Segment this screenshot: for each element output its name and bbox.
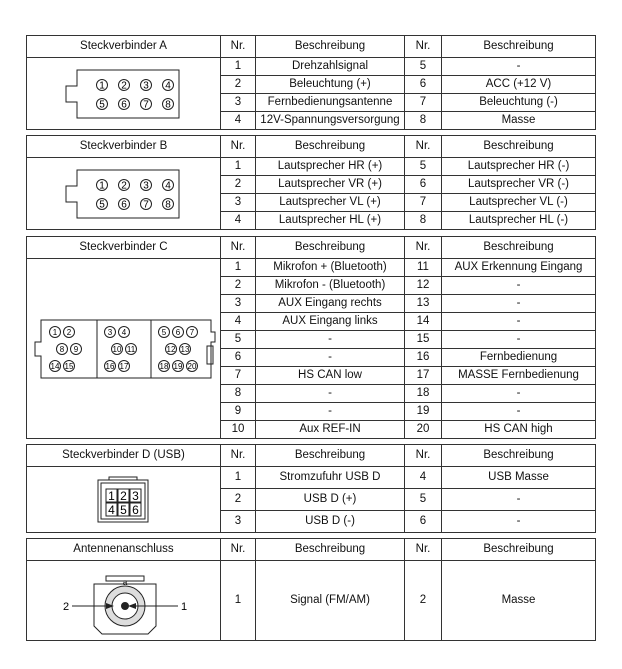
- nr-header: Nr.: [221, 136, 256, 158]
- nr-header: Nr.: [405, 445, 442, 467]
- pin-number: 7: [405, 94, 442, 112]
- pin-number: 8: [405, 212, 442, 230]
- pin-number: 15: [405, 331, 442, 349]
- pin-label: 20: [187, 361, 196, 371]
- pin-number: 5: [221, 331, 256, 349]
- pin-label: 11: [126, 344, 135, 354]
- pin-label: 6: [120, 99, 127, 110]
- pin-number: 5: [405, 58, 442, 76]
- pin-number: 9: [221, 403, 256, 421]
- pin-number: 1: [221, 58, 256, 76]
- pin-label: 8: [164, 99, 171, 110]
- pin-description: -: [442, 58, 596, 76]
- connector-a-diagram: [27, 58, 221, 130]
- connector-title: Steckverbinder B: [27, 136, 221, 158]
- pin-number: 13: [405, 295, 442, 313]
- pin-number: 1: [221, 561, 256, 641]
- pin-number: 4: [221, 313, 256, 331]
- pin-description: Lautsprecher HL (+): [256, 212, 405, 230]
- pin-description: -: [442, 295, 596, 313]
- pin-description: AUX Eingang links: [256, 313, 405, 331]
- pin-number: 1: [221, 467, 256, 489]
- nr-header: Nr.: [405, 36, 442, 58]
- pin-label: 16: [105, 361, 114, 371]
- connector-title: Antennenanschluss: [27, 539, 221, 561]
- pin-description: Lautsprecher VL (-): [442, 194, 596, 212]
- description-header: Beschreibung: [442, 445, 596, 467]
- pin-label: 2: [119, 488, 127, 503]
- pin-description: -: [442, 403, 596, 421]
- pin-label: 7: [142, 99, 149, 110]
- pin-description: Lautsprecher HL (-): [442, 212, 596, 230]
- nr-header: Nr.: [221, 445, 256, 467]
- pin-description: Lautsprecher HR (+): [256, 158, 405, 176]
- pin-number: 12: [405, 277, 442, 295]
- pin-description: USB D (+): [256, 489, 405, 511]
- pin-description: -: [442, 489, 596, 511]
- pin-number: 3: [221, 94, 256, 112]
- pin-layout: [96, 179, 173, 210]
- pin-description: MASSE Fernbedienung: [442, 367, 596, 385]
- pin-label: 18: [159, 361, 168, 371]
- pin-description: -: [256, 331, 405, 349]
- pin-number: 16: [405, 349, 442, 367]
- pin-description: -: [256, 403, 405, 421]
- pin-description: Signal (FM/AM): [256, 561, 405, 641]
- pin-label: 4: [164, 180, 171, 191]
- description-header: Beschreibung: [256, 539, 405, 561]
- pin-description: -: [442, 385, 596, 403]
- pin-number: 19: [405, 403, 442, 421]
- pin-number: 6: [405, 511, 442, 533]
- pin-label: 2: [120, 80, 127, 91]
- pin-number: 6: [221, 349, 256, 367]
- pin-number: 17: [405, 367, 442, 385]
- description-header: Beschreibung: [442, 136, 596, 158]
- pin-label: 3: [107, 327, 112, 337]
- pin-label: 4: [164, 80, 171, 91]
- pin-number: 8: [405, 112, 442, 130]
- pin-description: -: [256, 385, 405, 403]
- pin-label: 4: [107, 502, 115, 517]
- pin-label: 2: [62, 600, 69, 613]
- pin-description: Beleuchtung (+): [256, 76, 405, 94]
- pin-description: Beleuchtung (-): [442, 94, 596, 112]
- pin-number: 14: [405, 313, 442, 331]
- pin-number: 4: [221, 112, 256, 130]
- pin-description: -: [442, 331, 596, 349]
- pin-number: 3: [221, 295, 256, 313]
- pin-layout: [96, 79, 173, 110]
- pin-description: 12V-Spannungsversorgung: [256, 112, 405, 130]
- pin-number: 2: [405, 561, 442, 641]
- connector-title: Steckverbinder A: [27, 36, 221, 58]
- pin-label: 10: [112, 344, 121, 354]
- pin-number: 3: [221, 194, 256, 212]
- pin-number: 4: [221, 212, 256, 230]
- pin-description: Stromzufuhr USB D: [256, 467, 405, 489]
- pin-number: 11: [405, 259, 442, 277]
- pin-label: a: [122, 577, 127, 587]
- pin-label: 14: [50, 361, 59, 371]
- pin-label: 6: [131, 502, 139, 517]
- pin-label: 8: [164, 199, 171, 210]
- connector-b-diagram: [27, 158, 221, 230]
- pin-number: 6: [405, 76, 442, 94]
- pin-description: Drehzahlsignal: [256, 58, 405, 76]
- pin-label: 3: [131, 488, 139, 503]
- pin-number: 5: [405, 489, 442, 511]
- pin-label: 1: [107, 488, 115, 503]
- pin-description: AUX Eingang rechts: [256, 295, 405, 313]
- pin-description: Fernbedienung: [442, 349, 596, 367]
- pin-layout: [49, 326, 197, 371]
- pin-label: 5: [98, 199, 105, 210]
- pin-description: -: [256, 349, 405, 367]
- pin-label: 7: [189, 327, 194, 337]
- pin-description: -: [442, 511, 596, 533]
- pin-label: 19: [173, 361, 182, 371]
- pin-description: -: [442, 313, 596, 331]
- pin-number: 7: [405, 194, 442, 212]
- pin-description: HS CAN low: [256, 367, 405, 385]
- pin-label: 5: [98, 99, 105, 110]
- pin-label: 15: [64, 361, 73, 371]
- pin-description: Mikrofon + (Bluetooth): [256, 259, 405, 277]
- pin-number: 1: [221, 158, 256, 176]
- pin-number: 8: [221, 385, 256, 403]
- connector-title: Steckverbinder C: [27, 237, 221, 259]
- connector-c-table: [26, 236, 596, 439]
- connector-b-table: [26, 135, 596, 230]
- pin-label: 1: [52, 327, 57, 337]
- pin-number: 10: [221, 421, 256, 439]
- pin-description: Masse: [442, 561, 596, 641]
- connector-title: Steckverbinder D (USB): [27, 445, 221, 467]
- pin-label: 17: [119, 361, 128, 371]
- description-header: Beschreibung: [442, 237, 596, 259]
- description-header: Beschreibung: [442, 36, 596, 58]
- pin-label: 6: [175, 327, 180, 337]
- pin-number: 5: [405, 158, 442, 176]
- connector-c-diagram: [27, 259, 221, 439]
- description-header: Beschreibung: [256, 237, 405, 259]
- pin-number: 2: [221, 76, 256, 94]
- description-header: Beschreibung: [256, 445, 405, 467]
- description-header: Beschreibung: [442, 539, 596, 561]
- pin-number: 18: [405, 385, 442, 403]
- nr-header: Nr.: [405, 539, 442, 561]
- nr-header: Nr.: [221, 539, 256, 561]
- pin-description: Lautsprecher VL (+): [256, 194, 405, 212]
- pin-description: Masse: [442, 112, 596, 130]
- pin-number: 7: [221, 367, 256, 385]
- connector-d-table: [26, 444, 596, 533]
- pin-label: 9: [73, 344, 78, 354]
- pin-description: USB Masse: [442, 467, 596, 489]
- description-header: Beschreibung: [256, 136, 405, 158]
- nr-header: Nr.: [221, 36, 256, 58]
- pin-number: 3: [221, 511, 256, 533]
- pin-label: 12: [166, 344, 175, 354]
- pin-label: 1: [98, 80, 105, 91]
- pin-description: Aux REF-IN: [256, 421, 405, 439]
- pin-label: 5: [161, 327, 166, 337]
- pin-description: ACC (+12 V): [442, 76, 596, 94]
- pin-description: -: [442, 277, 596, 295]
- pin-label: 6: [120, 199, 127, 210]
- pin-label: 8: [59, 344, 64, 354]
- pin-layout: [106, 489, 141, 517]
- nr-header: Nr.: [405, 237, 442, 259]
- pin-label: 7: [142, 199, 149, 210]
- pin-label: 3: [142, 80, 149, 91]
- pin-description: Mikrofon - (Bluetooth): [256, 277, 405, 295]
- pin-number: 2: [221, 176, 256, 194]
- pin-label: 13: [180, 344, 189, 354]
- pin-number: 4: [405, 467, 442, 489]
- pin-label: 2: [66, 327, 71, 337]
- pin-label: 3: [142, 180, 149, 191]
- pin-number: 2: [221, 277, 256, 295]
- pin-label: 4: [121, 327, 126, 337]
- pin-label: 1: [180, 600, 187, 613]
- pin-number: 20: [405, 421, 442, 439]
- connector-d-diagram: [27, 467, 221, 533]
- antenna-table: [26, 538, 596, 641]
- pin-description: HS CAN high: [442, 421, 596, 439]
- pin-label: 5: [119, 502, 127, 517]
- pin-description: Lautsprecher HR (-): [442, 158, 596, 176]
- pin-description: USB D (-): [256, 511, 405, 533]
- antenna-diagram: [27, 561, 221, 641]
- pin-number: 6: [405, 176, 442, 194]
- pin-description: Lautsprecher VR (-): [442, 176, 596, 194]
- pin-number: 2: [221, 489, 256, 511]
- description-header: Beschreibung: [256, 36, 405, 58]
- pin-number: 1: [221, 259, 256, 277]
- pin-description: Lautsprecher VR (+): [256, 176, 405, 194]
- pin-description: Fernbedienungsantenne: [256, 94, 405, 112]
- nr-header: Nr.: [221, 237, 256, 259]
- pin-label: 2: [120, 180, 127, 191]
- connector-a-table: [26, 35, 596, 130]
- nr-header: Nr.: [405, 136, 442, 158]
- pin-label: 1: [98, 180, 105, 191]
- pin-description: AUX Erkennung Eingang: [442, 259, 596, 277]
